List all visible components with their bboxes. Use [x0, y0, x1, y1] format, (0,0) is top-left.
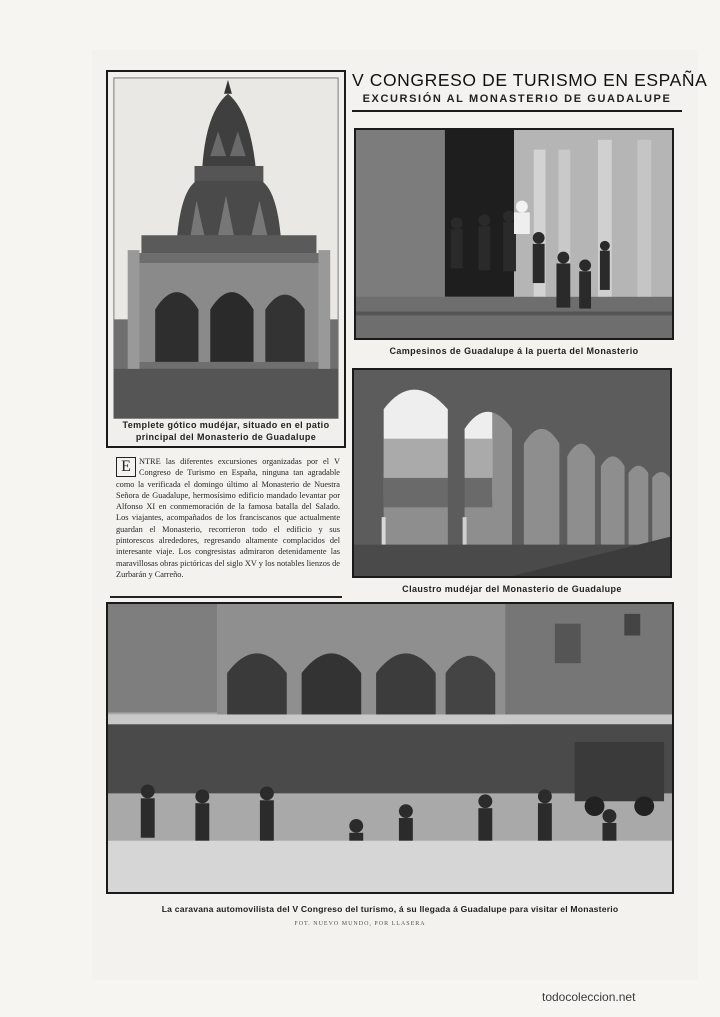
- templete-illustration: [108, 72, 344, 446]
- article-body: [116, 456, 340, 592]
- article-rule: [110, 596, 342, 598]
- campesinos-photo: [354, 128, 674, 340]
- templete-caption-line2: principal del Monasterio de Guadalupe: [135, 432, 317, 442]
- templete-caption-line1: Templete gótico mudéjar, situado en el patio: [122, 420, 330, 430]
- claustro-illustration: [354, 370, 670, 576]
- caravana-photo: [106, 602, 674, 894]
- title-rule: [352, 110, 682, 112]
- page-subtitle: EXCURSIÓN AL MONASTERIO DE GUADALUPE: [362, 93, 672, 105]
- claustro-photo: [352, 368, 672, 578]
- watermark: todocoleccion.net: [542, 990, 636, 1004]
- campesinos-caption: Campesinos de Guadalupe á la puerta del Monasterio: [389, 346, 639, 356]
- page-title: V CONGRESO DE TURISMO EN ESPAÑA: [352, 70, 708, 90]
- caravana-illustration: [108, 604, 672, 892]
- article-drop-cap: E: [116, 457, 136, 477]
- templete-photo: [106, 70, 346, 448]
- claustro-caption: Claustro mudéjar del Monasterio de Guadalupe: [402, 584, 622, 594]
- caravana-caption: La caravana automovilista del V Congreso del turismo, á su llegada á Guadalupe para visitar el Monasterio: [161, 904, 619, 914]
- campesinos-illustration: [356, 130, 672, 338]
- photo-credit: FOT. NUEVO MUNDO, POR LLASERA: [294, 921, 426, 927]
- article-text: NTRE las diferentes excursiones organizadas por el V Congreso de Turismo en España, ninguna tan agradable como la verificada el domingo último al Monasterio de Nuestra Señora de Guadalupe, hermosísimo edificio mandado levantar por Alfonso XI en conmemoración de la famosa batalla del Salado. Los viajantes, acompañados de los franciscanos que actualmente guardan el Monasterio, recorrieron todo el edificio y sus pintorescos alrededores, regresando altamente complacidos del interesante viaje. Los congresistas admiraron detenidamente las maravillosas obras pictóricas del siglo XV y los notables lienzos de Zurbarán y Carreño.: [116, 457, 340, 579]
